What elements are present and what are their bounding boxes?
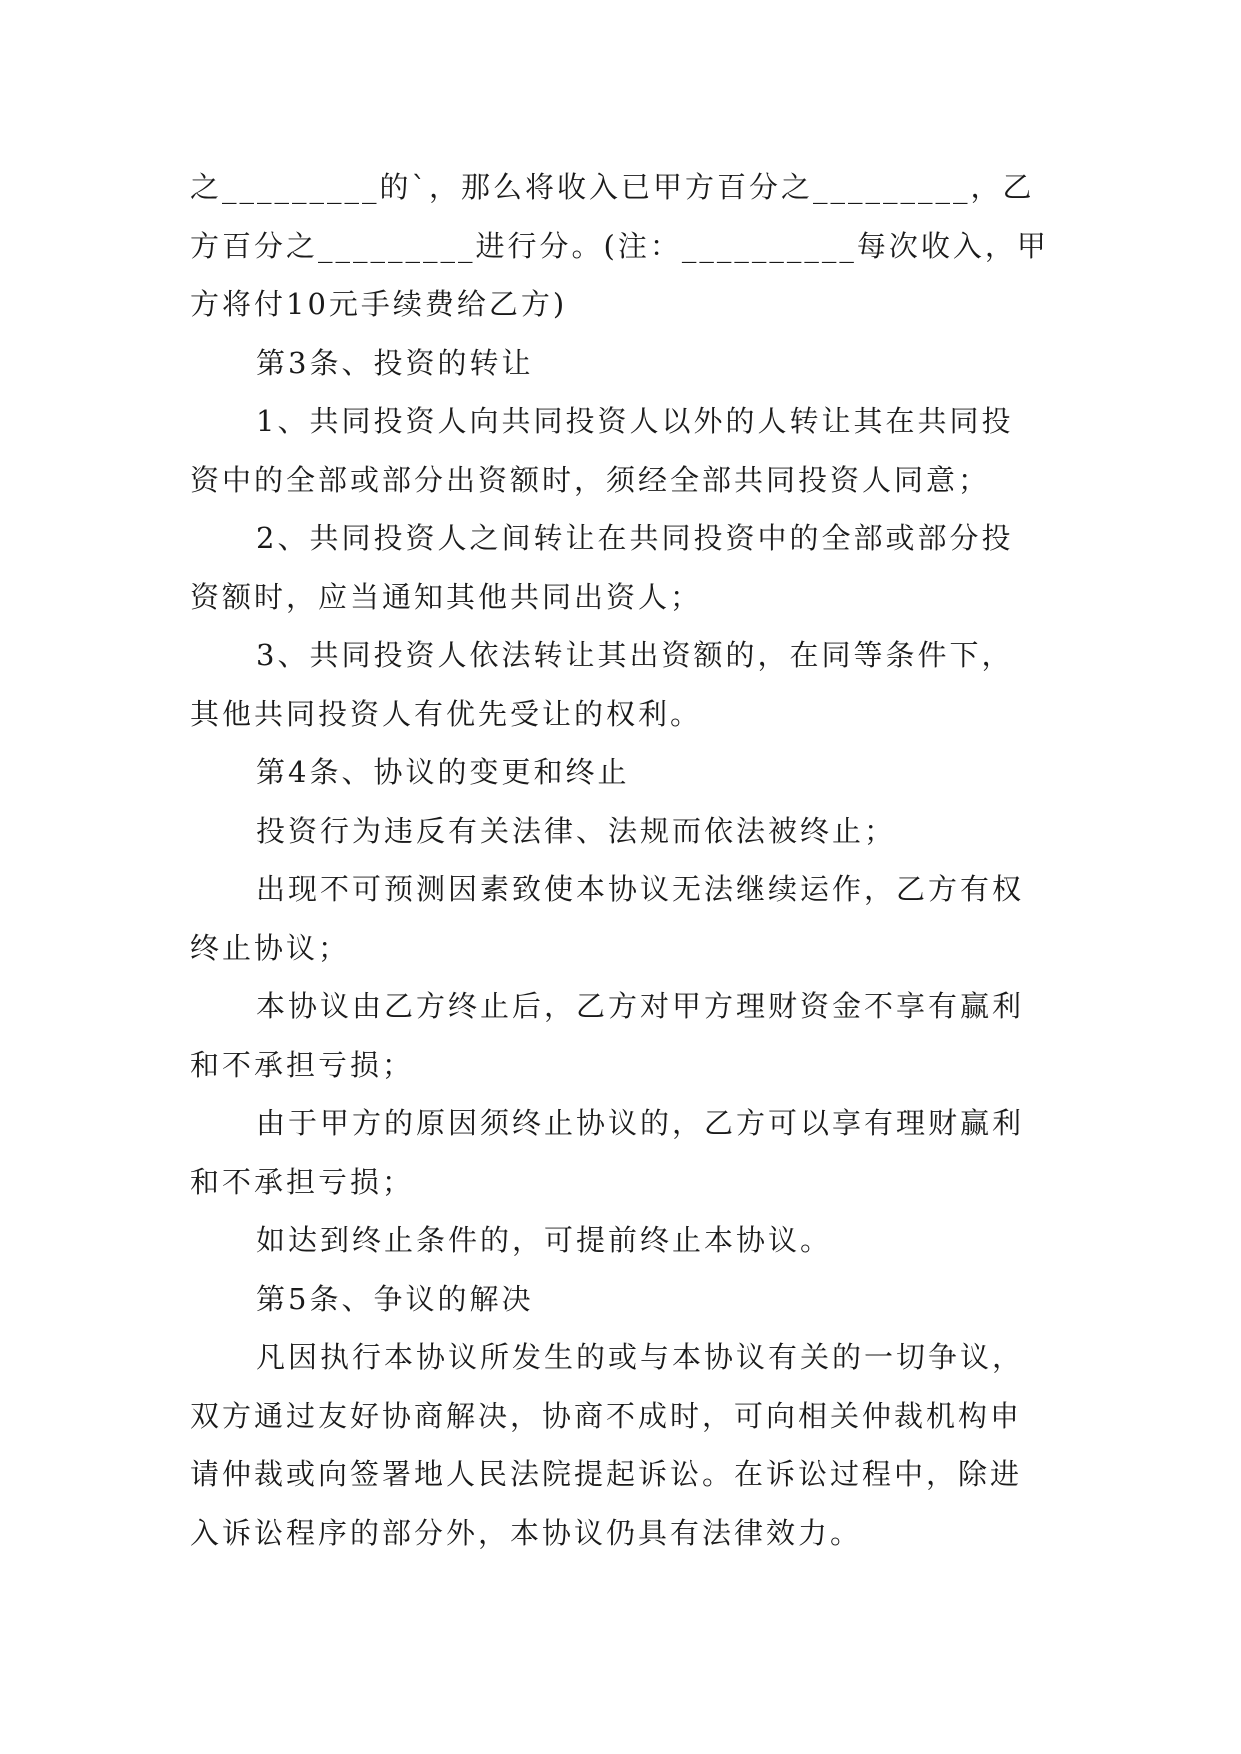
text-line: 终止协议； — [190, 930, 351, 965]
text-line: 之_________的`，那么将收入已甲方百分之_________，乙 — [190, 170, 1035, 204]
text-line: 和不承担亏损； — [190, 1047, 415, 1082]
text-line: 3、共同投资人依法转让其出资额的，在同等条件下， — [256, 638, 1014, 672]
text-line: 资中的全部或部分出资额时，须经全部共同投资人同意； — [190, 462, 991, 497]
text-line: 资额时，应当通知其他共同出资人； — [190, 579, 703, 614]
text-line: 出现不可预测因素致使本协议无法继续运作，乙方有权 — [256, 872, 1025, 906]
text-line: 2、共同投资人之间转让在共同投资中的全部或部分投 — [256, 521, 1014, 555]
text-line: 请仲裁或向签署地人民法院提起诉讼。在诉讼过程中，除进 — [190, 1457, 1023, 1491]
text-line: 1、共同投资人向共同投资人以外的人转让其在共同投 — [256, 404, 1014, 438]
text-line: 其他共同投资人有优先受让的权利。 — [190, 696, 703, 731]
text-line: 方百分之_________进行分。(注：__________每次收入，甲 — [190, 228, 1049, 263]
text-line: 和不承担亏损； — [190, 1164, 415, 1199]
text-line: 本协议由乙方终止后，乙方对甲方理财资金不享有赢利 — [256, 989, 1025, 1023]
section-heading-5: 第5条、争议的解决 — [256, 1281, 534, 1316]
text-line: 投资行为违反有关法律、法规而依法被终止； — [256, 813, 897, 848]
section-heading-3: 第3条、投资的转让 — [256, 345, 534, 380]
text-line: 凡因执行本协议所发生的或与本协议有关的一切争议， — [256, 1340, 1025, 1374]
text-line: 双方通过友好协商解决，协商不成时，可向相关仲裁机构申 — [190, 1398, 1023, 1433]
text-line: 方将付10元手续费给乙方) — [190, 287, 568, 321]
document-body — [190, 158, 1052, 1562]
text-line: 入诉讼程序的部分外，本协议仍具有法律效力。 — [190, 1515, 863, 1550]
text-line: 如达到终止条件的，可提前终止本协议。 — [256, 1223, 833, 1257]
text-line: 由于甲方的原因须终止协议的，乙方可以享有理财赢利 — [256, 1106, 1025, 1140]
section-heading-4: 第4条、协议的变更和终止 — [256, 755, 630, 789]
